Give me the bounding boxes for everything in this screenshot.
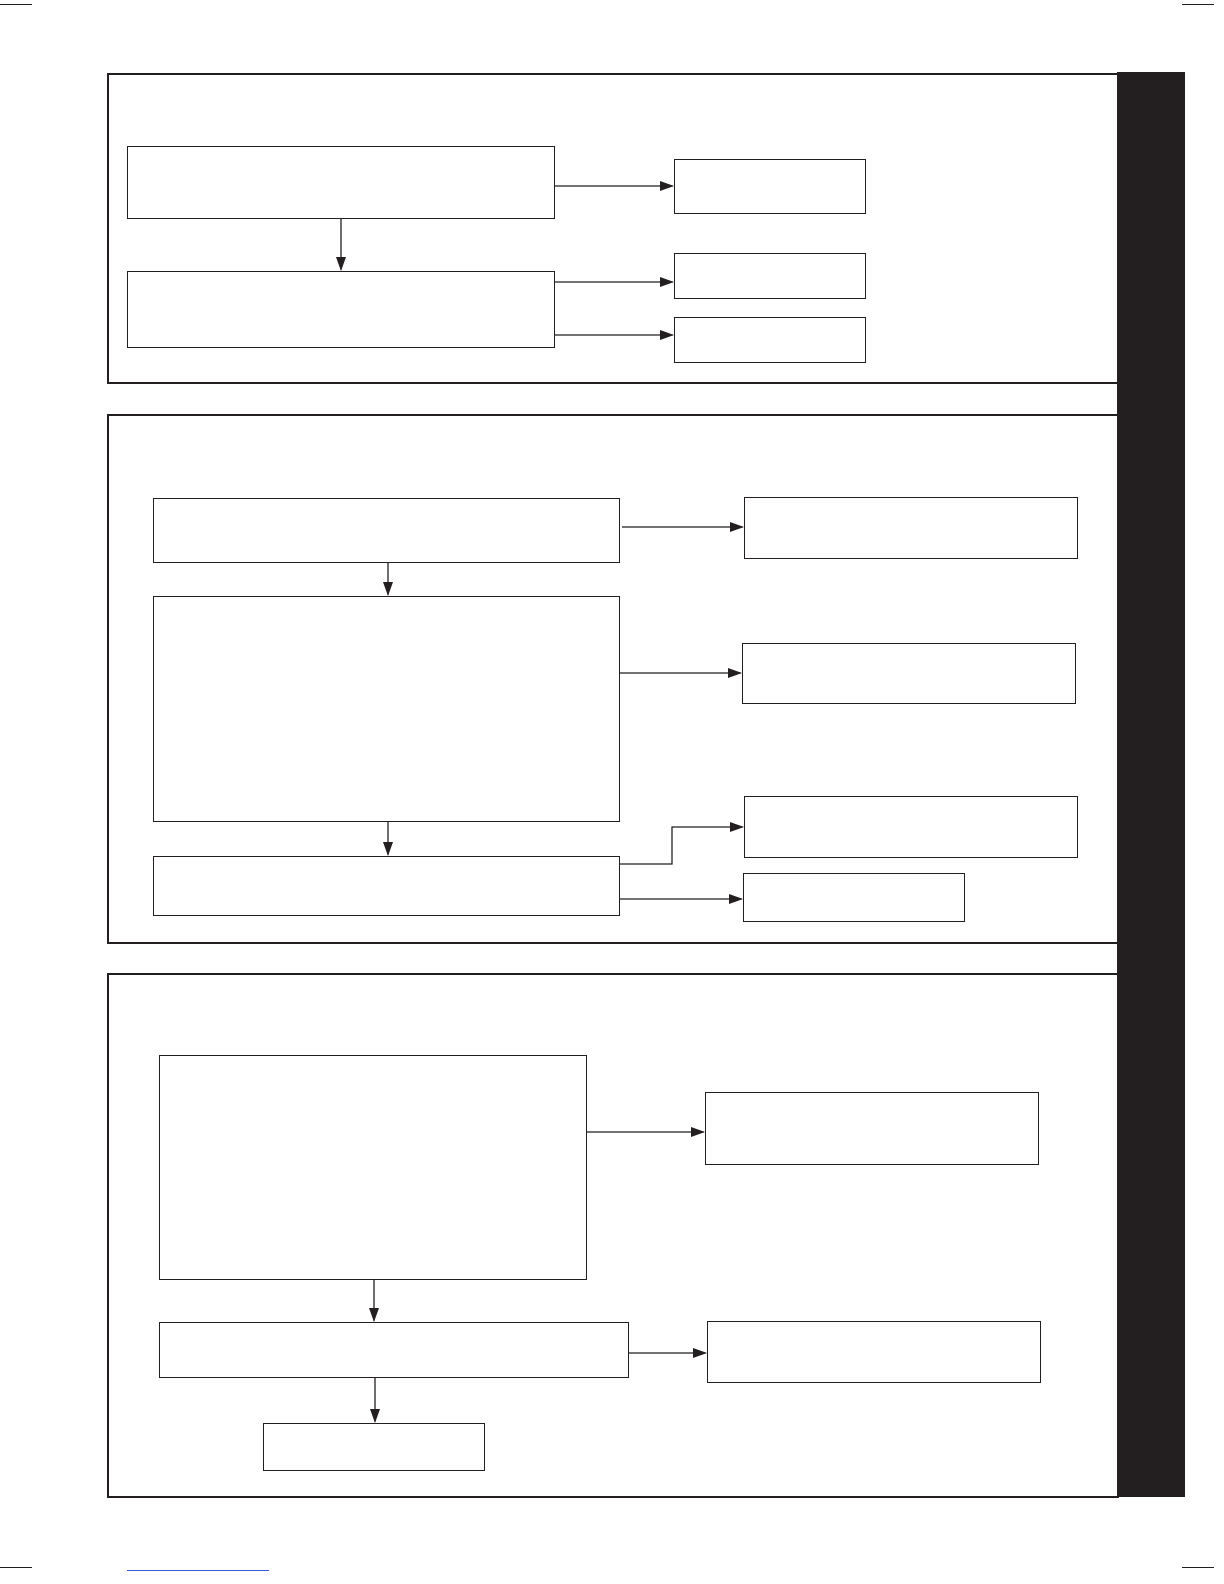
- panel-2-result-3-box: [744, 796, 1078, 858]
- panel-3-result-2-box: [707, 1321, 1041, 1383]
- section-side-tab: [1117, 72, 1185, 1497]
- crop-mark-bottom-right: [1182, 1567, 1214, 1568]
- panel-3-step-3-box: [263, 1423, 485, 1471]
- panel-3-result-1-box: [705, 1092, 1039, 1165]
- panel-2-step-2-box: [153, 596, 620, 822]
- crop-mark-top-right: [1182, 4, 1214, 5]
- crop-mark-top-left: [0, 4, 32, 5]
- panel-2-step-1-box: [153, 498, 620, 563]
- panel-1-step-1-box: [127, 146, 555, 219]
- panel-1-result-3-box: [674, 317, 866, 363]
- crop-mark-bottom-left: [0, 1567, 32, 1568]
- panel-2-result-2-box: [742, 643, 1076, 704]
- panel-2-step-3-box: [153, 856, 620, 916]
- panel-1-result-2-box: [674, 253, 866, 299]
- panel-2-result-1-box: [744, 497, 1078, 559]
- panel-3-step-2-box: [159, 1322, 629, 1378]
- panel-1-result-1-box: [674, 159, 866, 214]
- footer-link[interactable]: [127, 1570, 269, 1571]
- panel-2-result-4-box: [743, 873, 965, 922]
- panel-3-step-1-box: [159, 1055, 587, 1280]
- panel-1-step-2-box: [127, 271, 555, 348]
